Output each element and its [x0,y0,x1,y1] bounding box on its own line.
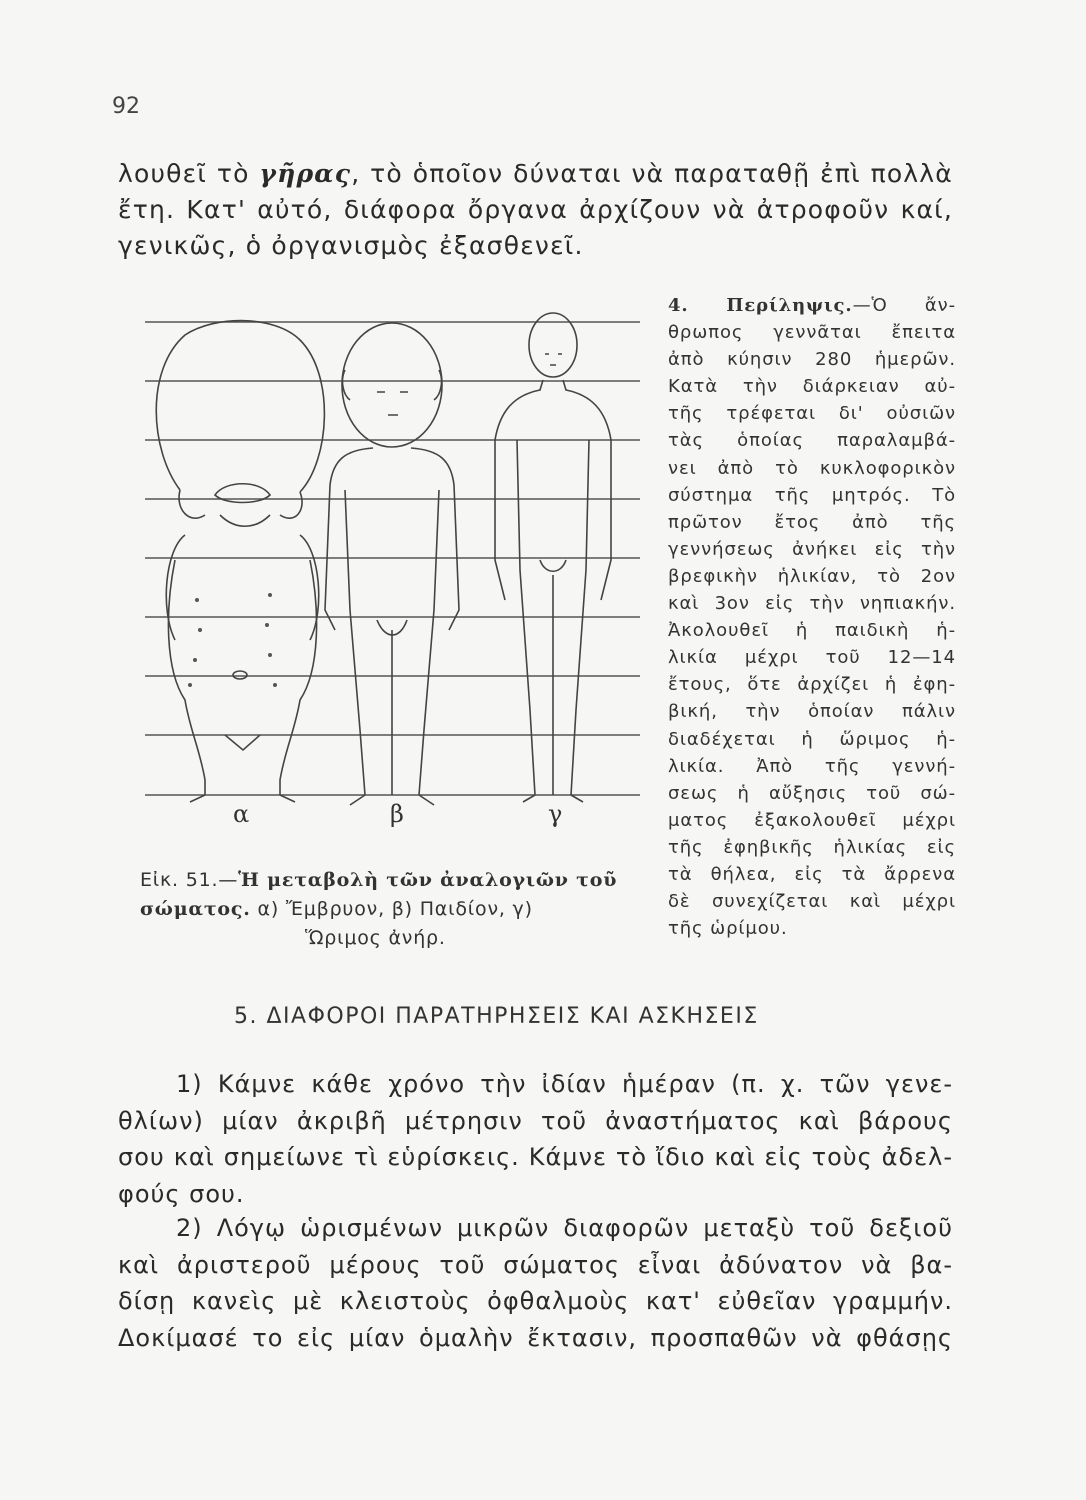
summary-line: Κατὰ τὴν διάρκειαν αὐ- [668,376,956,398]
summary-line: δὲ συνεχίζεται καὶ μέχρι [668,891,956,913]
summary-line: γεννήσεως ἀνήκει εἰς τὴν [668,538,956,560]
summary-line: τὰς ὁποίας παραλαμβά- [668,430,956,452]
page-number: 92 [112,94,140,119]
exercise-1-line: 1) Κάμνε κάθε χρόνο τὴν ἰδίαν ἡμέραν (π. χ. τῶν γενε- [176,1070,953,1098]
summary-line: τὰ θήλεα, εἰς τὰ ἄρρενα [668,863,956,885]
figure-caption [140,866,640,953]
exercise-1-line: σου καὶ σημείωνε τὶ εὑρίσκεις. Κάμνε τὸ ἴδιο καὶ εἰς τοὺς ἀδελ- [118,1143,953,1172]
summary-line: λικία. Ἀπὸ τῆς γεννή- [668,755,956,777]
exercise-1 [118,1066,953,1212]
caption-line-3: Ὥριμος ἀνήρ. [305,927,446,949]
caption-line-1: Εἰκ. 51.—Ἡ μεταβολὴ τῶν ἀναλογιῶν τοῦ [140,869,618,891]
summary-line: τῆς ὡρίμου. [668,918,788,940]
summary-line: πρῶτον ἔτος ἀπὸ τῆς [668,511,956,533]
intro-paragraph [118,156,953,264]
body-proportions-figure [145,310,640,830]
caption-line-2: σώματος. α) Ἔμβρυον, β) Παιδίον, γ) [140,898,533,920]
section-heading: 5. ΔΙΑΦΟΡΟΙ ΠΑΡΑΤΗΡΗΣΕΙΣ ΚΑΙ ΑΣΚΗΣΕΙΣ [234,1004,759,1029]
figure-label-b: β [390,800,404,828]
summary-column [668,292,956,942]
summary-line: βική, τὴν ὁποίαν πάλιν [668,701,956,723]
exercise-2-line: 2) Λόγῳ ὡρισμένων μικρῶν διαφορῶν μεταξὺ τοῦ δεξιοῦ [176,1214,953,1242]
exercise-2-line: δίσῃ κανεὶς μὲ κλειστοὺς ὀφθαλμοὺς κατ' εὐθεῖαν γραμμήν. [118,1287,953,1316]
summary-line: σεως ἡ αὔξησις τοῦ σώ- [668,782,956,804]
summary-heading: 4. Περίληψις. [668,295,853,316]
exercise-2-line: καὶ ἀριστεροῦ μέρους τοῦ σώματος εἶναι ἀδύνατον νὰ βα- [118,1250,953,1279]
summary-line: λικία μέχρι τοῦ 12—14 [668,647,956,669]
intro-line-3: γενικῶς, ὁ ὀργανισμὸς ἐξασθενεῖ. [118,231,584,260]
figure-label-c: γ [548,800,563,828]
summary-line: καὶ 3ον εἰς τὴν νηπιακήν. [668,593,956,615]
summary-line: νει ἀπὸ τὸ κυκλοφορικὸν [668,457,956,479]
exercise-1-line: φούς σου. [118,1179,245,1208]
summary-line: τῆς τρέφεται δι' οὐσιῶν [668,403,956,425]
summary-line: θρωπος γεννᾶται ἔπειτα [668,322,956,344]
intro-line-2: ἔτη. Κατ' αὐτό, διάφορα ὄργανα ἀρχίζουν νὰ ἀτροφοῦν καί, [118,195,953,224]
figure-label-a: α [233,800,250,828]
embryo-figure [156,321,324,802]
exercise-1-line: θλίων) μίαν ἀκριβῆ μέτρησιν τοῦ ἀναστήματος καὶ βάρους [118,1106,953,1135]
summary-line: τῆς ἐφηβικῆς ἡλικίας εἰς [668,836,956,858]
summary-line: ἔτους, ὅτε ἀρχίζει ἡ ἐφη- [668,674,956,696]
summary-line: βρεφικὴν ἡλικίαν, τὸ 2ον [668,565,956,587]
exercise-2 [118,1210,953,1356]
intro-line-1: λουθεῖ τὸ γῆρας, τὸ ὁποῖον δύναται νὰ παραταθῇ ἐπὶ πολλὰ [118,159,953,188]
summary-line: ἀπὸ κύησιν 280 ἡμερῶν. [668,349,956,371]
summary-line: σύστημα τῆς μητρός. Τὸ [668,484,956,506]
embryo-dots [188,593,277,687]
emphasis-old-age: γῆρας [259,159,352,188]
child-figure [325,323,459,805]
summary-line: διαδέχεται ἡ ὥριμος ἡ- [668,728,956,750]
summary-line: Ἀκολουθεῖ ἡ παιδικὴ ἡ- [668,620,956,642]
exercise-2-line: Δοκίμασέ το εἰς μίαν ὁμαλὴν ἔκτασιν, προσπαθῶν νὰ φθάσῃς [118,1323,953,1352]
summary-line: ματος ἐξακολουθεῖ μέχρι [668,809,956,831]
proportions-illustration [145,310,640,830]
summary-first-line: 4. Περίληψις.—Ὁ ἄν- [668,295,956,316]
